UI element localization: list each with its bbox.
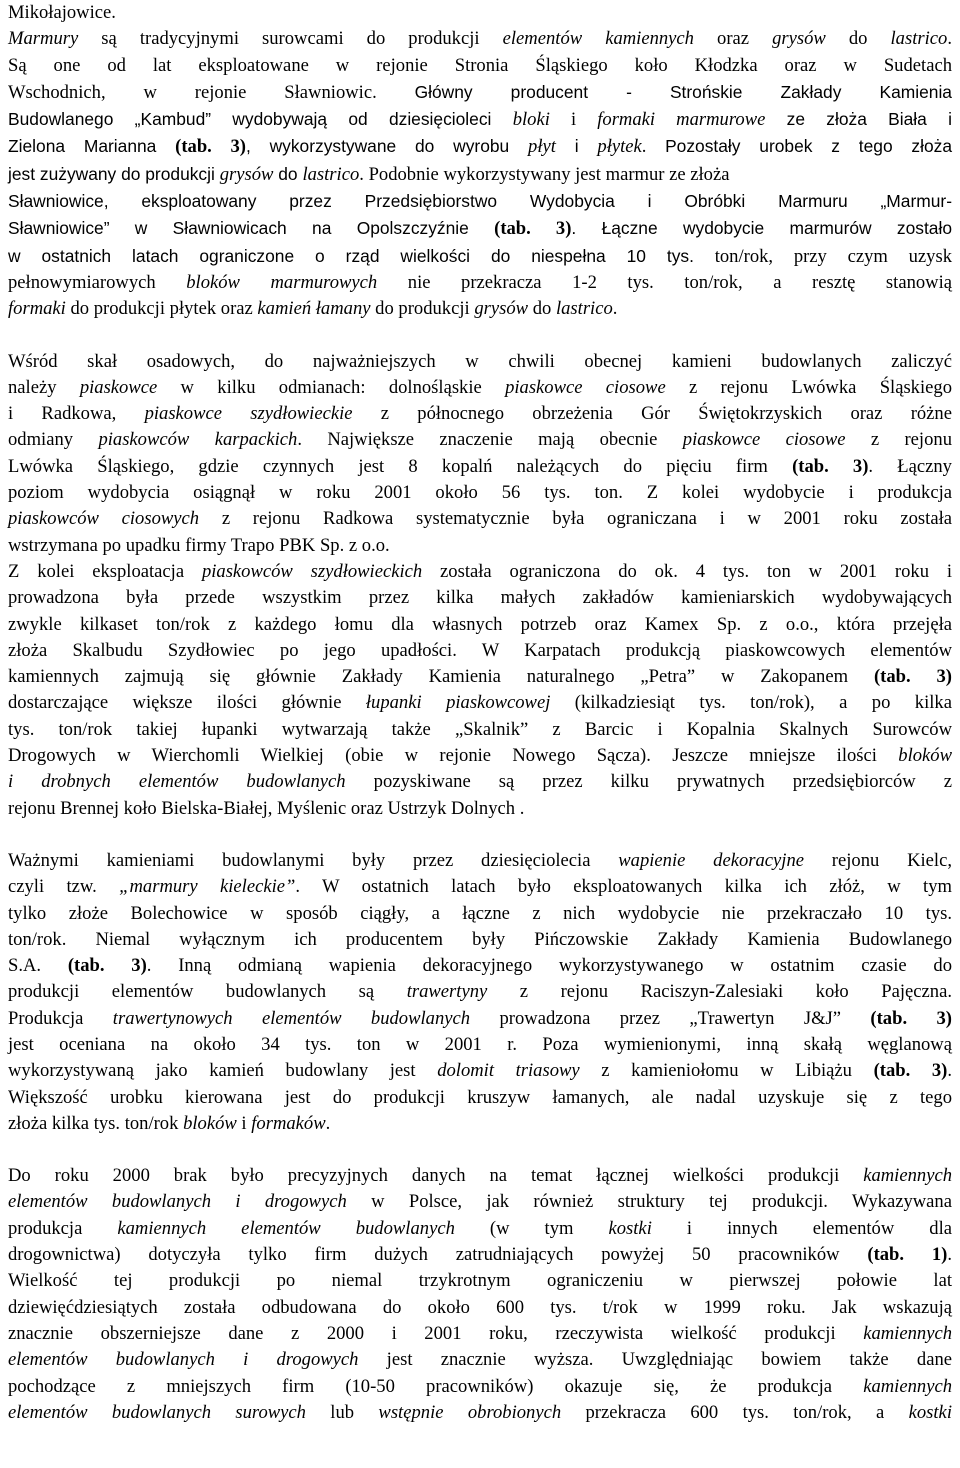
italic-text: piaskowce ciosowe [505,376,666,398]
text-run: produkcji elementów budowlanych są [8,981,407,1003]
text-run: poziom wydobycia osiągnął w roku 2001 około 56 tys. ton. Z kolei wydobycie i produkcja [8,482,952,504]
text-line [8,79,952,106]
text-run: Większość urobku kierowana jest do produkcji kruszyw łamanych, ale nadal uzyskuje się z tego [8,1086,952,1108]
text-run: . [612,298,618,320]
bold-reference: (tab. 3) [873,666,952,688]
italic-text: kamiennych elementów budowlanych [117,1217,455,1239]
text-line [8,1216,952,1242]
paragraph-gap [8,1137,952,1163]
text-run: wstrzymana po upadku firmy Trapo PBK Sp. z o.o. [8,534,390,556]
italic-text: kamiennych [863,1375,952,1397]
text-run: jest znacznie wyższa. Uwzględniając bowiem także dane [358,1349,952,1371]
text-line [8,1347,952,1373]
text-run: kamiennych zajmują się głównie Zakłady Kamienia naturalnego „Petra” w Zakopanem [8,666,874,688]
text-run: z kamieniołomu w Libiążu [579,1060,874,1082]
bold-reference: (tab. 3) [175,136,246,158]
italic-text: płytek [597,136,642,158]
text-line [8,270,952,296]
text-run: rejonu Kielc, [804,849,952,871]
text-line [8,188,952,215]
text-run: . [947,1060,952,1082]
text-run: i [549,109,598,131]
text-run: tylko złoże Bolechowice w sposób ciągły, a łączne z nich wydobycie nie przekraczało 10 tys. [8,902,952,924]
italic-text: kostki [908,1401,952,1423]
text-line [8,215,952,242]
text-run: tys. ton/rok takiej łupanki wytwarzają także „Skalnik” z Barcic i Kopalnia Skalnych Surowców [8,718,952,740]
text-run: Główny producent - Strońskie Zakłady Kamienia [414,81,952,102]
bold-reference: (tab. 1) [867,1244,948,1266]
italic-text: elementów budowlanych i drogowych [8,1349,359,1371]
text-run: Lwówka Śląskiego, gdzie czynnych jest 8 kopalń należących do pięciu firm [8,455,793,477]
text-run: jest oceniana na około 34 tys. ton w 2001 r. Poza wymienionymi, inną skałą węglanową [8,1033,952,1055]
italic-text: trawertyny [406,981,488,1003]
text-line [8,979,952,1005]
text-run: i [555,136,598,157]
text-line [8,848,952,874]
italic-text: bloki [512,109,550,131]
bold-reference: (tab. 3) [792,455,869,477]
text-run: nie przekracza 1-2 tys. ton/rok, a resztę stanowią [377,271,953,293]
text-run: lub [305,1401,379,1423]
text-line [8,26,952,52]
text-run: i [236,1112,252,1134]
text-run: jest zużywany do produkcji [8,163,220,184]
italic-text: piaskowców karpackich [98,429,298,451]
paragraph-p-marmury [8,0,952,323]
text-line [8,1058,952,1084]
text-line [8,1163,952,1189]
text-line [8,796,952,822]
text-run: Pozostały urobek z tego złoża [665,136,953,157]
text-run: . [325,1112,331,1134]
text-run: Produkcja [8,1007,113,1029]
text-line [8,1085,952,1111]
text-run: produkcja [8,1217,118,1239]
text-line [8,612,952,638]
text-run: dostarczające większe ilości głównie [8,692,366,714]
text-line [8,1006,952,1032]
text-line [8,717,952,743]
italic-text: lastrico [302,163,360,185]
text-run: Ważnymi kamieniami budowlanymi były przez dziesięciolecia [8,849,619,871]
text-run: . Łączne wydobycie marmurów zostało [571,218,953,239]
text-run: . Inną odmianą wapienia dekoracyjnego wykorzystywanego w ostatnim czasie do [146,955,953,977]
text-run: S.A. [8,955,68,977]
text-line [8,1268,952,1294]
text-run: złoża kilka tys. ton/rok [8,1112,184,1134]
text-line [8,401,952,427]
text-run: czyli tzw. [8,876,120,898]
text-run: pozyskiwane są przez kilku prywatnych przedsiębiorców z [345,771,952,793]
text-line [8,161,952,188]
text-line [8,506,952,532]
text-run: . [641,136,666,158]
text-run: Są one od lat eksploatowane w rejonie Stronia Śląskiego koło Kłodzka oraz w Sudetach [8,54,952,76]
italic-text: łupanki piaskowcowej [365,692,551,714]
text-line [8,1321,952,1347]
text-run: pochodzące z mniejszych firm (10-50 pracowników) okazuje się, że produkcja [8,1375,864,1397]
text-run: . W ostatnich latach było eksploatowanych kilka ich złóż, w tym [295,876,952,898]
italic-text: lastrico [890,28,948,50]
text-line [8,480,952,506]
text-line [8,296,952,322]
italic-text: dolomit triasowy [437,1060,580,1082]
italic-text: kamień łamany [257,298,371,320]
text-run: (kilkadziesiąt tys. ton/rok), a po kilka [550,692,952,714]
italic-text: bloków [898,745,952,767]
text-run: ton/rok. Niemal wyłącznym ich producentem były Pińczowskie Zakłady Kamienia Budowlanego [8,928,952,950]
text-run: i innych elementów dla [651,1217,952,1239]
italic-text: formaki marmurowe [597,109,766,131]
text-line [8,1032,952,1058]
text-run: Wschodnich, w rejonie Sławniowic. [8,81,415,103]
text-run: Drogowych w Wierchomli Wielkiej (obie w rejonie Nowego Sącza). Jeszcze mniejsze ilości [8,745,899,767]
text-run: znacznie obszerniejsze dane z 2000 i 2001 roku, rzeczywista wielkość produkcji [8,1322,864,1344]
text-run: do [273,163,303,184]
text-run: dziewięćdziesiątych została odbudowana do około 600 tys. t/rok w 1999 roku. Jak wskazują [8,1296,952,1318]
text-run: wykorzystywaną jako kamień budowlany jest [8,1060,438,1082]
text-line [8,1111,952,1137]
text-run: z północnego obrzeżenia Gór Świętokrzyskich oraz różne [352,403,952,425]
paragraph-gap [8,323,952,349]
text-line [8,901,952,927]
text-line [8,559,952,585]
text-run: do [528,298,556,320]
italic-text: grysów [474,298,529,320]
italic-text: piaskowców ciosowych [8,508,200,530]
text-run: Zielona Marianna [8,136,176,157]
bold-reference: (tab. 3) [870,1007,952,1029]
italic-text: grysów [219,163,274,185]
text-run: Sławniowice” w Sławniowicach na Opolszczyźnie [8,218,495,239]
italic-text: bloków marmurowych [186,271,378,293]
bold-reference: (tab. 3) [494,218,572,240]
italic-text: grysów [772,28,826,50]
italic-text: elementów kamiennych [502,28,694,50]
text-run: prowadzona przez „Trawertyn J&J” [470,1007,871,1029]
text-run: i Radkowa, [8,403,145,425]
text-run: z rejonu Lwówka Śląskiego [665,376,952,398]
italic-text: elementów budowlanych i drogowych [8,1191,347,1213]
text-run: . Łączny [868,455,952,477]
bold-reference: (tab. 3) [873,1060,948,1082]
text-line [8,1242,952,1268]
text-run: przekracza 600 tys. ton/rok, a [561,1401,909,1423]
text-run: do produkcji płytek oraz [65,298,258,320]
text-run: Budowlanego „Kambud” wydobywają od dziesięcioleci [8,109,513,130]
text-line [8,769,952,795]
text-run: . [947,28,952,50]
paragraph-p-produkcja [8,1163,952,1426]
text-run: Wśród skał osadowych, do najważniejszych w chwili obecnej kamieni budowlanych zaliczyć [8,350,952,372]
text-line [8,427,952,453]
italic-text: piaskowce [79,376,158,398]
text-run: prowadzona była przede wszystkim przez kilka małych zakładów kamieniarskich wydobywających [8,587,952,609]
text-run: do produkcji [370,298,475,320]
italic-text: wstępnie obrobionych [378,1401,562,1423]
text-run: złoża Skalbudu Szydłowiec po jego upadłości. W Karpatach produkcją piaskowcowych elementów [8,639,952,661]
text-line [8,1374,952,1400]
text-line [8,243,952,270]
paragraph-gap [8,822,952,848]
text-run: (w tym [454,1217,609,1239]
italic-text: „marmury kieleckie” [119,876,296,898]
italic-text: wapienie dekoracyjne [618,849,805,871]
text-run: w kilku odmianach: dolnośląskie [157,376,506,398]
text-line [8,638,952,664]
text-run: . [947,1244,952,1266]
text-line [8,743,952,769]
text-run: należy [8,376,80,398]
text-run: Podobnie wykorzystywany jest marmur ze złoża [368,163,730,185]
text-run: ton/rok, przy czym uzysk [693,245,953,267]
text-line [8,533,952,559]
italic-text: płyt [528,136,556,158]
text-run: z rejonu Radkowa systematycznie była ograniczana i w 2001 roku została [199,508,953,530]
text-run: z rejonu Raciszyn-Zalesiaki koło Pajęczna. [487,981,952,1003]
italic-text: elementów budowlanych surowych [8,1401,306,1423]
text-run: . Największe znaczenie mają obecnie [297,429,683,451]
italic-text: bloków [183,1112,237,1134]
text-run: , wykorzystywane do wyrobu [245,136,529,157]
italic-text: piaskowce szydłowieckie [144,403,353,425]
paragraph-p-wapienie [8,848,952,1137]
text-run: pełnowymiarowych [8,271,187,293]
bold-reference: (tab. 3) [67,955,147,977]
paragraph-p-piaskowce [8,349,952,822]
text-line [8,874,952,900]
italic-text: kostki [608,1217,652,1239]
italic-text: trawertynowych elementów budowlanych [112,1007,471,1029]
text-run: Sławniowice, eksploatowany przez Przedsiębiorstwo Wydobycia i Obróbki Marmuru „Marmur- [8,191,952,212]
text-run: . [359,163,369,185]
text-line [8,585,952,611]
text-run: Mikołajowice. [8,2,116,23]
text-line [8,133,952,160]
text-run: oraz [693,28,773,50]
text-run: z rejonu [845,429,952,451]
text-line [8,1400,952,1426]
text-line [8,454,952,480]
italic-text: formaków [251,1112,326,1134]
text-run: są tradycyjnymi surowcami do produkcji [78,28,503,50]
italic-text: lastrico [555,298,613,320]
text-line [8,664,952,690]
text-line [8,0,952,26]
italic-text: piaskowce ciosowe [682,429,846,451]
text-line [8,690,952,716]
text-run: Wielkość tej produkcji po niemal trzykrotnym ograniczeniu w pierwszej połowie lat [8,1270,952,1292]
italic-text: i drobnych elementów budowlanych [8,771,346,793]
italic-text: formaki [8,298,66,320]
text-run: została ograniczona do ok. 4 tys. ton w 2001 roku i [422,560,952,582]
text-run: zwykle kilkaset ton/rok z każdego łomu dla własnych potrzeb oraz Kamex Sp. z o.o., która przejęła [8,613,952,635]
text-run: w ostatnich latach ograniczone o rząd wielkości do niespełna 10 tys. [8,245,694,266]
text-line [8,1295,952,1321]
text-line [8,375,952,401]
italic-text: kamiennych [863,1322,952,1344]
text-run: drogownictwa) dotyczyła tylko firm dużych zatrudniających powyżej 50 pracowników [8,1244,868,1266]
text-run: Do roku 2000 brak było precyzyjnych danych na temat łącznej wielkości produkcji [8,1165,864,1187]
text-run: w Polsce, jak również struktury tej produkcji. Wykazywana [346,1191,952,1213]
text-line [8,349,952,375]
text-line [8,1189,952,1215]
text-run: rejonu Brennej koło Bielska-Białej, Myślenic oraz Ustrzyk Dolnych . [8,797,525,819]
italic-text: kamiennych [863,1165,952,1187]
text-run: ze złoża Biała i [765,109,952,130]
text-line [8,53,952,79]
text-run: odmiany [8,429,99,451]
italic-text: piaskowców szydłowieckich [201,560,423,582]
text-line [8,106,952,133]
text-run: Z kolei eksploatacja [8,560,202,582]
italic-text: Marmury [8,28,79,50]
text-line [8,953,952,979]
text-line [8,927,952,953]
text-run: do [825,28,891,50]
